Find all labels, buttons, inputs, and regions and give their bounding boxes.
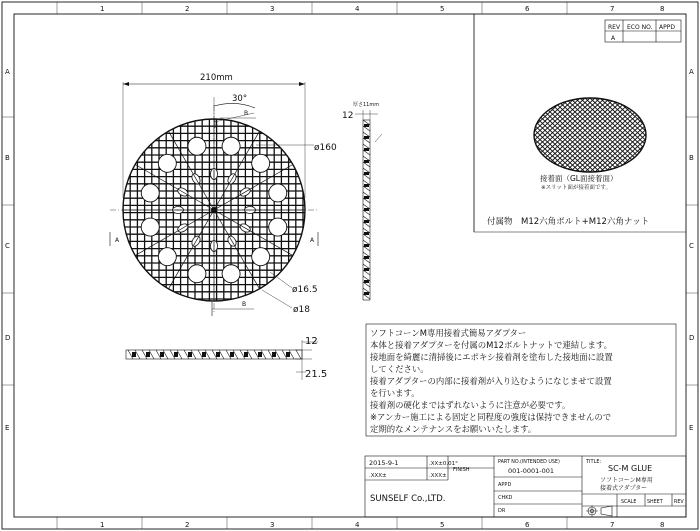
border-column-label: 6 [525,521,530,529]
tb-company: SUNSELF Co.,LTD. [370,494,446,504]
bolt-hole [269,184,287,202]
tb-finish: FINISH [453,467,470,473]
tb-title-sub1: ソフトコーンM専用 [600,477,653,484]
border-column-label: 7 [610,521,615,529]
bolt-hole [141,218,159,236]
tb-appd: APPD [498,482,512,488]
bottom-view [126,336,327,380]
border-column-label: 2 [185,521,190,529]
border-row-label: D [689,334,695,342]
detail-note: ※スリット面が接着面です。 [541,185,611,191]
border-column-label: 7 [610,5,615,13]
tb-sheet: SHEET [647,500,663,505]
outer-frame [2,2,698,529]
bolt-hole [188,137,206,155]
detail-view [470,98,700,172]
bolt-hole [269,218,287,236]
rev-header: REV [608,24,621,31]
rev-value: A [611,35,616,42]
tb-date: 2015-9-1 [369,459,399,467]
bolt-hole [222,265,240,283]
bolt-hole [252,248,270,266]
detail-caption: 接着面（GL面接着面） [540,174,618,183]
border-row-label: E [5,424,10,432]
hole-diameter-label: ø16.5 [292,285,318,295]
accessory-text: 付属物 M12六角ボルト+M12六角ナット [487,217,650,227]
hole-diameter-2-label: ø18 [293,305,310,315]
section-a-left: A [115,237,120,244]
border-column-label: 3 [270,5,275,13]
side-view [342,101,382,300]
note-line: 接着剤の硬化まではずれないように注意が必要です。 [370,400,571,410]
border-row-label: C [5,242,10,250]
border-column-label: 4 [355,5,360,13]
tb-part-no: 001-0001-001 [508,467,555,475]
border-row-label: C [689,242,694,250]
title-block [365,456,686,517]
border-column-label: 8 [660,5,665,13]
bottom-dim-bottom: 21.5 [305,369,328,380]
note-line: 定期的なメンテナンスをお願いいたします。 [370,424,537,434]
detail-box [474,14,686,232]
bolt-hole [158,248,176,266]
angle-dimension: 30° [232,94,248,104]
border-column-label: 6 [525,5,530,13]
border-row-label: A [689,68,694,76]
border-column-label: 4 [355,521,360,529]
note-line: 本体と接着アダプターを付属のM12ボルトナットで連結します。 [370,340,612,350]
note-line: 接地面を綺麗に清掃後にエポキシ接着剤を塗布した接地面に設置 [370,352,613,362]
width-dimension: 210mm [200,73,233,83]
bolt-hole [188,265,206,283]
bolt-hole [252,154,270,172]
tb-tol2: .XXX± [369,473,387,479]
eco-header: ECO NO. [627,24,653,31]
bolt-hole [141,184,159,202]
tb-part-no-label: PART NO.(INTENDED USE) [498,460,560,465]
tb-title-label: TITLE: [586,459,602,465]
bolt-hole [222,137,240,155]
side-thickness-dim: 12 [342,111,354,121]
revision-table [605,20,681,42]
border-column-label: 2 [185,5,190,13]
inner-frame [14,14,686,517]
border-column-label: 3 [270,521,275,529]
side-thickness-note: 厚さ11mm [353,102,380,108]
note-line: を行います。 [370,388,420,398]
border-row-label: B [689,154,694,162]
bolt-hole [158,154,176,172]
border-labels [2,2,698,529]
border-column-label: 5 [440,5,445,13]
border-column-label: 1 [100,521,105,529]
tb-dr: DR [498,508,506,514]
tb-title-sub2: 接着式アダプター [600,485,648,492]
tb-tol3: .XXX± [429,473,447,479]
border-row-label: D [5,334,11,342]
projection-symbol-icon [586,505,612,517]
tb-title: SC-M GLUE [608,464,653,473]
appd-header: APPD [659,24,675,31]
front-view [110,105,318,312]
note-line: ※アンカー施工による固定と同程度の強度は保持できませんので [370,412,612,422]
note-line: 接着アダプターの内部に接着剤が入り込むようになじませて設置 [370,376,612,386]
tb-tol1: .XX±0.01° [429,461,458,467]
tb-chkd: CHKD [498,495,513,501]
border-row-label: B [5,154,10,162]
section-b-top: B [244,110,249,117]
notes-block [366,324,676,436]
border-column-label: 5 [440,521,445,529]
border-row-label: A [5,68,10,76]
section-b-bottom: B [242,301,247,308]
border-row-label: E [689,424,694,432]
tb-scale: SCALE [621,500,637,505]
notes-title: ソフトコーンM専用接着式簡易アダプター [370,328,527,338]
border-column-label: 8 [660,521,665,529]
border-column-label: 1 [100,5,105,13]
note-line: してください。 [370,364,429,374]
bottom-dim-top: 12 [305,336,318,347]
tb-rev: REV [674,500,684,505]
outer-diameter-label: ø160 [314,143,337,153]
section-a-right: A [310,237,315,244]
